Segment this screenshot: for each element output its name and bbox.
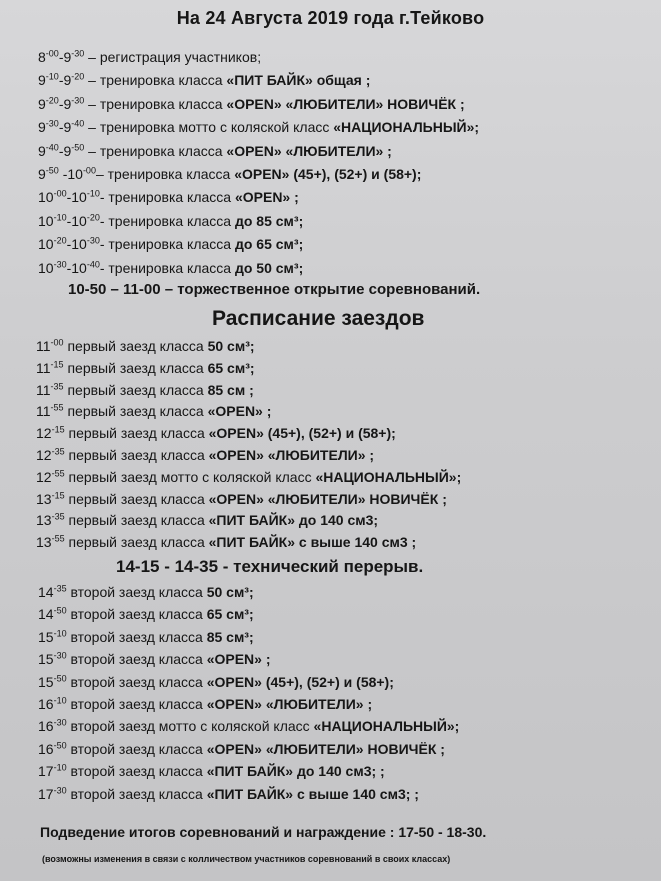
time-minutes: -10	[53, 762, 67, 773]
time-minutes: -30	[45, 118, 59, 129]
heat-row	[38, 583, 254, 601]
class-name: до 85 см³;	[234, 212, 304, 229]
heat-row	[38, 740, 445, 758]
training-row	[38, 259, 303, 277]
time-minutes: -00	[53, 188, 67, 199]
time-minutes: -50	[53, 740, 67, 751]
training-row	[38, 188, 299, 206]
time-minutes: -30	[53, 258, 67, 269]
document-title: На 24 Августа 2019 года г.Тейково	[176, 8, 485, 28]
time-minutes: -35	[51, 446, 65, 457]
training-row	[38, 95, 465, 113]
time-hour: 12	[36, 468, 52, 485]
training-row	[38, 48, 261, 66]
time-minutes: -10	[53, 695, 67, 706]
heat-row	[36, 337, 255, 355]
time-minutes: -00	[50, 337, 64, 348]
row-text: – тренировка класса	[84, 72, 227, 89]
row-text: второй заезд класса	[66, 785, 207, 802]
time-hour: 16	[38, 718, 54, 735]
training-row	[38, 71, 370, 89]
time-minutes: -20	[45, 95, 59, 106]
time-minutes: -10	[45, 71, 59, 82]
row-text: первый заезд класса	[63, 359, 208, 376]
heat-row	[36, 468, 461, 486]
class-name: «ПИТ БАЙК» общая ;	[226, 72, 371, 89]
row-text: - тренировка класса	[99, 212, 235, 229]
heat-row	[36, 402, 271, 420]
class-name: 65 см³;	[206, 606, 254, 623]
class-name: «ПИТ БАЙК» до 140 см3; ;	[206, 763, 385, 780]
time-minutes: -40	[45, 141, 59, 152]
time-minutes: -15	[51, 489, 65, 500]
row-text: второй заезд класса	[66, 673, 207, 690]
time-hour: 16	[38, 740, 54, 757]
row-text: второй заезд класса	[66, 584, 207, 600]
row-text: первый заезд мотто с коляской класс	[64, 468, 316, 485]
time-minutes: -40	[86, 258, 100, 269]
time-minutes: -10	[53, 628, 67, 639]
heat-row	[36, 446, 374, 464]
time-minutes: -50	[53, 605, 67, 616]
class-name: «OPEN» «ЛЮБИТЕЛИ» НОВИЧЁК ;	[208, 490, 447, 507]
time-minutes: -00	[45, 48, 59, 59]
heat-row	[36, 359, 255, 377]
change-note: (возможны изменения в связи с колличеством участников соревнований в своих классах)	[42, 854, 451, 864]
time-minutes: -35	[51, 511, 65, 522]
class-name: «НАЦИОНАЛЬНЫЙ»;	[315, 468, 462, 485]
time-minutes: -55	[51, 533, 65, 544]
heat-row	[38, 673, 394, 691]
class-name: «НАЦИОНАЛЬНЫЙ»;	[333, 119, 480, 136]
row-text: второй заезд класса	[66, 696, 207, 712]
class-name: «OPEN» «ЛЮБИТЕЛИ» НОВИЧЁК ;	[206, 740, 445, 757]
time-hour: 10	[38, 236, 54, 253]
time-minutes: -15	[51, 424, 65, 435]
time-hour: 17	[38, 785, 54, 802]
time-hour: 9	[38, 95, 46, 112]
heat-row	[38, 628, 254, 646]
awards-summary: Подведение итогов соревнований и награждение : 17-50 - 18-30.	[40, 824, 487, 840]
time-hour: 13	[36, 534, 52, 551]
time-minutes: -30	[71, 48, 85, 59]
time-hour: 11	[36, 403, 51, 420]
time-hour: -10	[58, 166, 83, 182]
class-name: 65 см³;	[207, 359, 255, 376]
row-text: второй заезд класса	[66, 763, 207, 780]
class-name: «OPEN» «ЛЮБИТЕЛИ» НОВИЧЁК ;	[226, 95, 465, 112]
technical-break: 14-15 - 14-35 - технический перерыв.	[116, 557, 424, 576]
time-minutes: -50	[53, 672, 67, 683]
time-hour: 12	[36, 447, 52, 463]
row-text: – тренировка мотто с коляской класс	[84, 119, 334, 136]
row-text: второй заезд класса	[66, 740, 207, 757]
row-text: - тренировка класса	[99, 259, 235, 276]
time-hour: 17	[38, 763, 54, 780]
time-hour: 10	[38, 259, 54, 276]
class-name: «OPEN» (45+), (52+) и (58+);	[234, 166, 422, 182]
class-name: «OPEN» «ЛЮБИТЕЛИ» ;	[226, 142, 392, 159]
time-hour: -10	[66, 189, 87, 206]
time-minutes: -20	[86, 212, 100, 223]
row-text: – тренировка класса	[84, 142, 227, 159]
time-minutes: -35	[53, 583, 67, 594]
row-text: второй заезд класса	[66, 606, 207, 623]
time-minutes: -30	[71, 95, 85, 106]
row-text: первый заезд класса	[64, 447, 209, 463]
training-row	[38, 118, 479, 136]
time-hour: 10	[38, 189, 54, 206]
time-minutes: -50	[45, 165, 59, 176]
time-hour: -9	[58, 72, 72, 89]
row-text: - тренировка класса	[99, 189, 235, 206]
time-hour: -9	[58, 95, 72, 112]
time-hour: 15	[38, 628, 54, 645]
heat-row	[38, 695, 372, 713]
class-name: 50 см³;	[207, 338, 255, 354]
time-hour: 13	[36, 512, 52, 529]
time-minutes: -00	[82, 165, 96, 176]
heat-row	[36, 381, 254, 399]
row-text: первый заезд класса	[64, 512, 209, 529]
time-minutes: -20	[53, 235, 67, 246]
time-minutes: -10	[53, 212, 67, 223]
training-row	[38, 142, 392, 160]
time-minutes: -30	[53, 650, 67, 661]
row-text: – регистрация участников;	[84, 49, 262, 65]
time-hour: 14	[38, 606, 54, 623]
class-name: «OPEN» (45+), (52+) и (58+);	[206, 673, 394, 690]
heat-row	[38, 650, 271, 668]
time-minutes: -55	[51, 468, 65, 479]
heat-row	[38, 785, 419, 803]
time-minutes: -40	[71, 118, 85, 129]
row-text: первый заезд класса	[63, 381, 208, 398]
time-hour: 9	[38, 72, 46, 89]
class-name: до 50 см³;	[234, 259, 304, 276]
time-hour: 14	[38, 584, 54, 600]
class-name: «OPEN» ;	[206, 651, 271, 668]
row-text: второй заезд класса	[66, 651, 207, 668]
time-hour: 9	[38, 119, 46, 136]
time-hour: 11	[36, 381, 51, 398]
row-text: второй заезд класса	[66, 628, 207, 645]
heat-row	[36, 533, 416, 551]
heat-row	[38, 762, 385, 780]
row-text: первый заезд класса	[64, 534, 209, 551]
class-name: «НАЦИОНАЛЬНЫЙ»;	[313, 718, 460, 735]
opening-ceremony: 10-50 – 11-00 – торжественное открытие соревнований.	[68, 281, 481, 298]
time-hour: -10	[66, 212, 87, 229]
time-hour: -9	[58, 119, 72, 136]
time-hour: 11	[36, 338, 51, 354]
class-name: 50 см³;	[206, 584, 254, 600]
class-name: 85 см ;	[207, 381, 254, 398]
class-name: «ПИТ БАЙК» с выше 140 см3 ;	[208, 534, 417, 551]
heat-row	[38, 717, 459, 735]
training-row	[38, 165, 421, 183]
time-hour: -10	[66, 259, 87, 276]
training-row	[38, 212, 303, 230]
time-minutes: -30	[86, 235, 100, 246]
time-hour: -9	[58, 49, 72, 65]
class-name: «OPEN» ;	[207, 403, 272, 420]
class-name: «OPEN» «ЛЮБИТЕЛИ» ;	[206, 696, 373, 712]
heat-row	[36, 490, 447, 508]
training-row	[38, 235, 303, 253]
time-minutes: -15	[50, 359, 64, 370]
time-minutes: -20	[71, 71, 85, 82]
row-text: первый заезд класса	[63, 338, 208, 354]
time-minutes: -35	[50, 380, 64, 391]
time-minutes: -10	[86, 188, 100, 199]
time-hour: 16	[38, 696, 54, 712]
time-hour: 9	[38, 166, 46, 182]
time-hour: 8	[38, 49, 46, 65]
row-text: первый заезд класса	[64, 425, 209, 442]
time-minutes: -55	[50, 402, 64, 413]
class-name: до 65 см³;	[234, 236, 304, 253]
heat-row	[38, 605, 254, 623]
time-hour: 11	[36, 359, 51, 376]
class-name: «OPEN» ;	[234, 189, 299, 206]
row-text: – тренировка класса	[95, 166, 235, 182]
time-hour: 10	[38, 212, 54, 229]
class-name: «ПИТ БАЙК» до 140 см3;	[208, 512, 379, 529]
time-hour: -10	[66, 236, 87, 253]
time-hour: 9	[38, 142, 46, 159]
time-minutes: -30	[53, 784, 67, 795]
heat-row	[36, 511, 378, 529]
time-hour: 12	[36, 425, 52, 442]
time-minutes: -50	[71, 141, 85, 152]
time-hour: 15	[38, 651, 54, 668]
time-minutes: -30	[53, 717, 67, 728]
row-text: первый заезд класса	[63, 403, 208, 420]
schedule-title: Расписание заездов	[212, 307, 425, 330]
class-name: «ПИТ БАЙК» с выше 140 см3; ;	[206, 785, 419, 802]
heat-row	[36, 424, 396, 442]
class-name: «OPEN» «ЛЮБИТЕЛИ» ;	[208, 447, 375, 463]
class-name: «OPEN» (45+), (52+) и (58+);	[208, 425, 396, 442]
time-hour: -9	[58, 142, 72, 159]
row-text: второй заезд мотто с коляской класс	[66, 718, 314, 735]
class-name: 85 см³;	[206, 628, 254, 645]
time-hour: 13	[36, 490, 52, 507]
time-hour: 15	[38, 673, 54, 690]
row-text: - тренировка класса	[99, 236, 235, 253]
row-text: – тренировка класса	[84, 95, 227, 112]
row-text: первый заезд класса	[64, 490, 209, 507]
